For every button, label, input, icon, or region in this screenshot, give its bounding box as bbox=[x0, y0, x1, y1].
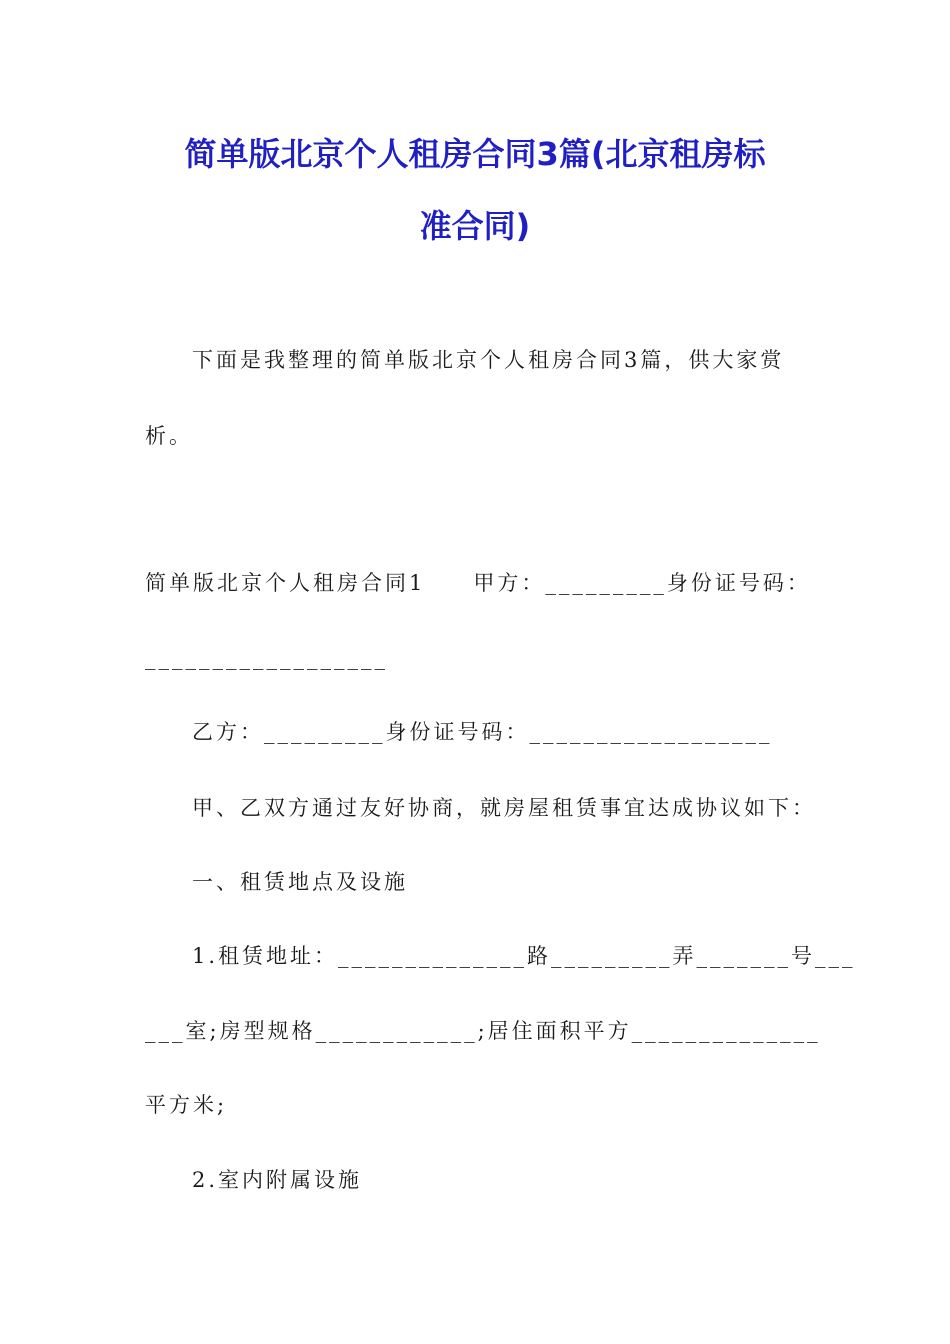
contract1-header-line-1: 简单版北京个人租房合同1 甲方：_________身份证号码： bbox=[145, 571, 811, 595]
party-b-line: 乙方：_________身份证号码：__________________ bbox=[192, 720, 773, 744]
intro-paragraph-line-2: 析。 bbox=[145, 424, 193, 448]
agreement-line: 甲、乙双方通过友好协商，就房屋租赁事宜达成协议如下： bbox=[192, 796, 816, 820]
address-line-2: ___室;房型规格____________;居住面积平方______________ bbox=[145, 1019, 821, 1043]
document-title-line-2: 准合同) bbox=[419, 207, 531, 245]
address-line-3: 平方米; bbox=[145, 1093, 228, 1117]
facilities-line: 2.室内附属设施 bbox=[192, 1168, 363, 1192]
document-title-line-1: 简单版北京个人租房合同3篇(北京租房标 bbox=[184, 135, 766, 173]
section-1-heading: 一、租赁地点及设施 bbox=[192, 870, 408, 894]
address-line-1: 1.租赁地址：______________路_________弄_______号___ bbox=[192, 944, 856, 968]
intro-paragraph-line-1: 下面是我整理的简单版北京个人租房合同3篇，供大家赏 bbox=[192, 348, 785, 372]
contract1-header-line-2: __________________ bbox=[145, 646, 388, 670]
